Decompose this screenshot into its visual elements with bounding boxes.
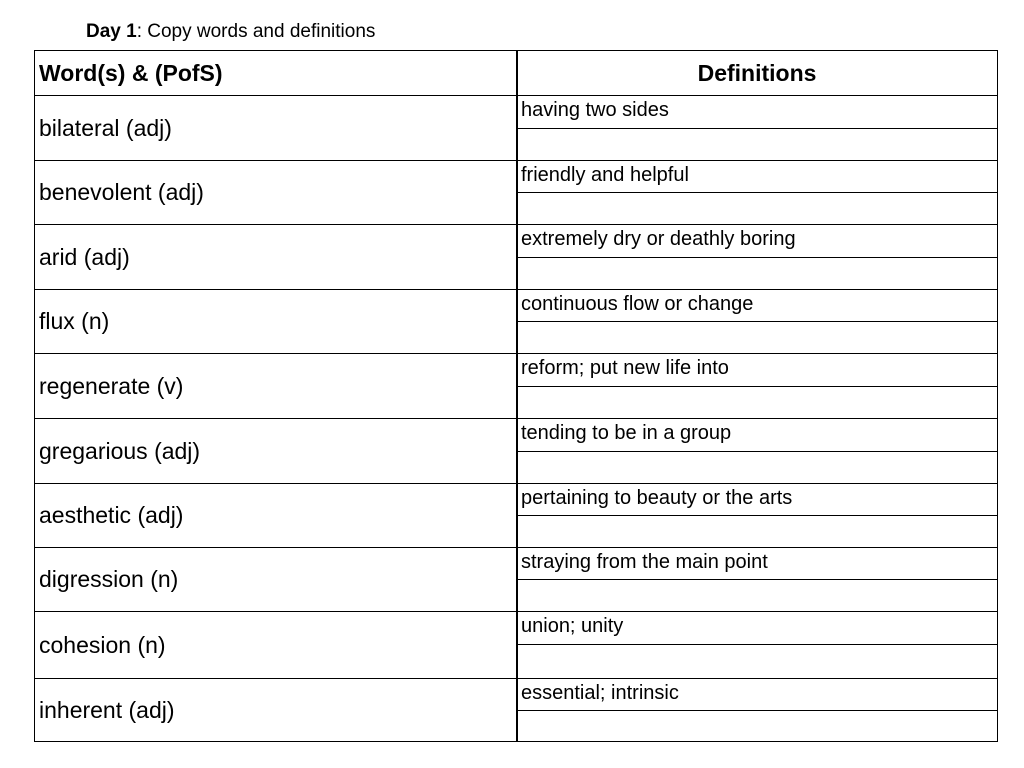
copy-line: [517, 321, 997, 322]
instruction-text: : Copy words and definitions: [136, 21, 376, 42]
vocab-word: arid (adj): [39, 243, 130, 270]
vocab-definition: union; unity: [521, 615, 624, 637]
vocab-word: digression (n): [39, 566, 179, 592]
table-row: [35, 96, 997, 161]
copy-line: [517, 192, 997, 193]
table-header: [35, 51, 997, 96]
table-row: [35, 484, 997, 548]
vocabulary-table: [34, 50, 998, 742]
table-row: [35, 612, 997, 679]
vocab-definition: essential; intrinsic: [521, 682, 679, 704]
vocab-definition: continuous flow or change: [521, 293, 754, 315]
table-row: [35, 290, 997, 354]
vocab-word: flux (n): [39, 308, 110, 334]
vocab-definition: reform; put new life into: [521, 357, 729, 379]
copy-line: [517, 579, 997, 580]
vocab-word: gregarious (adj): [39, 437, 201, 464]
copy-line: [517, 710, 997, 711]
vocab-definition: straying from the main point: [521, 551, 768, 573]
copy-line: [517, 257, 997, 258]
copy-line: [517, 386, 997, 387]
vocab-definition: extremely dry or deathly boring: [521, 228, 796, 250]
vocab-word: regenerate (v): [39, 372, 184, 399]
table-row: [35, 354, 997, 419]
day-label: Day 1: [86, 21, 137, 42]
vocab-word: cohesion (n): [39, 631, 166, 658]
table-row: [35, 679, 997, 741]
word-column-header: Word(s) & (PofS): [39, 60, 223, 86]
vocab-definition: pertaining to beauty or the arts: [521, 487, 793, 509]
table-row: [35, 419, 997, 484]
vocab-definition: friendly and helpful: [521, 164, 689, 186]
copy-line: [517, 451, 997, 452]
table-row: [35, 225, 997, 290]
vocab-word: bilateral (adj): [39, 114, 172, 141]
table-row: [35, 548, 997, 612]
definition-column-header: Definitions: [697, 60, 817, 86]
vocab-word: benevolent (adj): [39, 179, 204, 205]
copy-line: [517, 515, 997, 516]
vocab-definition: tending to be in a group: [521, 422, 732, 444]
copy-line: [517, 644, 997, 645]
vocab-definition: having two sides: [521, 99, 669, 121]
copy-line: [517, 128, 997, 129]
page-title: [86, 20, 375, 44]
vocab-word: aesthetic (adj): [39, 502, 184, 528]
table-row: [35, 161, 997, 225]
vocab-word: inherent (adj): [39, 696, 175, 723]
